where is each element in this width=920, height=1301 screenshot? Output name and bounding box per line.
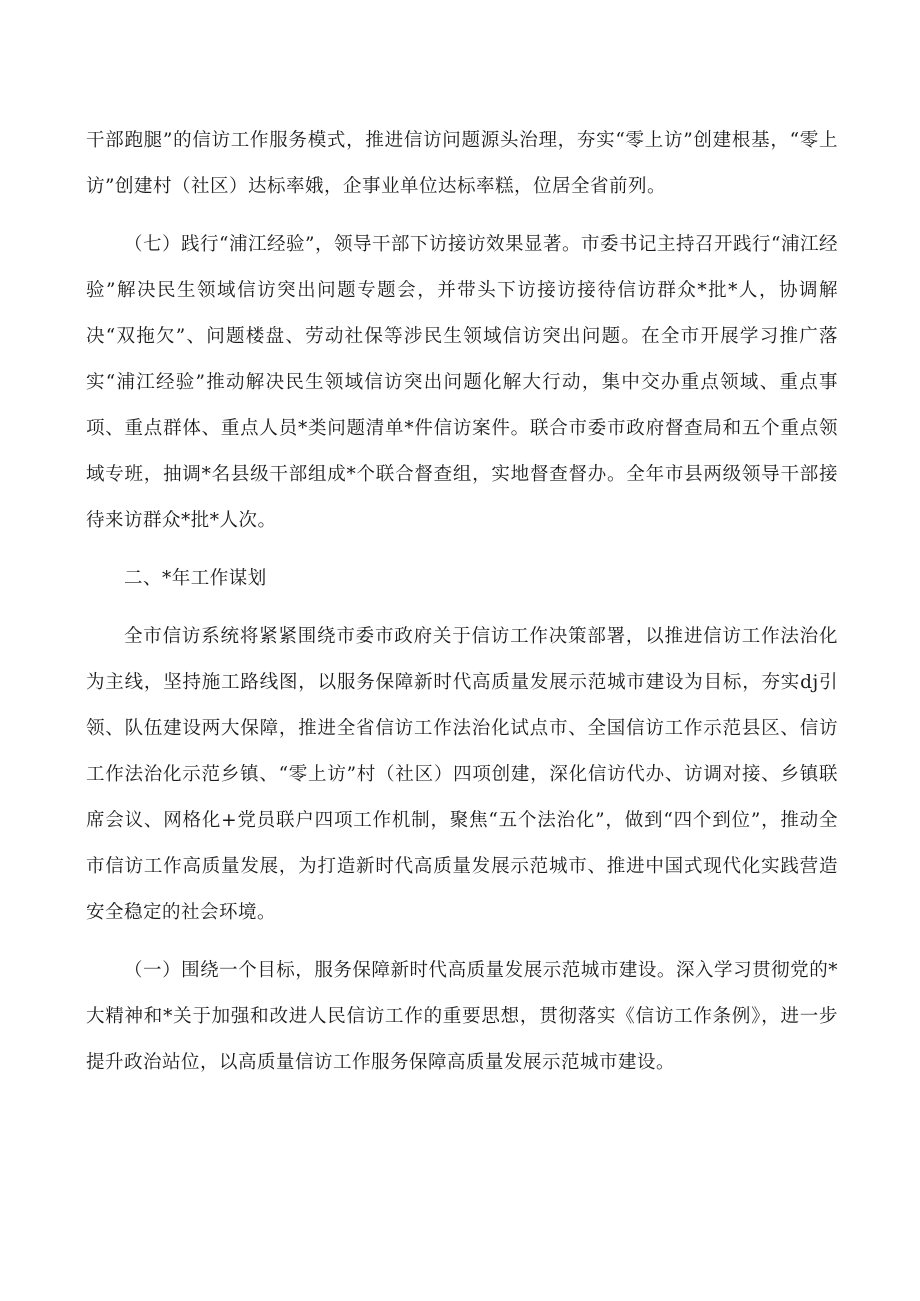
section-heading-2: 二、*年工作谋划	[124, 568, 267, 589]
paragraph-section-7: （七）践行“浦江经验”，领导干部下访接访效果显著。市委书记主持召开践行“浦江经验”解决民生领域信访突出问题专题会，并带头下访接访接待信访群众*批*人，协调解决“双拖欠”、问题楼盘、劳动社保等涉民生领域信访突出问题。在全市开展学习推广落实“浦江经验”推动解决民生领域信访突出问题化解大行动，集中交办重点领域、重点事项、重点群体、重点人员*类问题清单*件信访案件。联合市委市政府督查局和五个重点领域专班，抽调*名县级干部组成*个联合督查组，实地督查督办。全年市县两级领导干部接待来访群众*批*人次。	[86, 234, 838, 531]
document-page	[86, 118, 838, 1086]
paragraph-work-plan-intro: 全市信访系统将紧紧围绕市委市政府关于信访工作决策部署，以推进信访工作法治化为主线，坚持施工路线图，以服务保障新时代高质量发展示范城市建设为目标，夯实dj引领、队伍建设两大保障，推进全省信访工作法治化试点市、全国信访工作示范县区、信访工作法治化示范乡镇、“零上访”村（社区）四项创建，深化信访代办、访调对接、乡镇联席会议、网格化+党员联户四项工作机制，聚焦“五个法治化”，做到“四个到位”，推动全市信访工作高质量发展，为打造新时代高质量发展示范城市、推进中国式现代化实践营造安全稳定的社会环境。	[86, 626, 838, 923]
paragraph-subsection-1: （一）围绕一个目标，服务保障新时代高质量发展示范城市建设。深入学习贯彻党的*大精神和*关于加强和改进人民信访工作的重要思想，贯彻落实《信访工作条例》，进一步提升政治站位，以高质量信访工作服务保障高质量发展示范城市建设。	[86, 960, 838, 1073]
paragraph-continuation: 干部跑腿”的信访工作服务模式，推进信访问题源头治理，夯实“零上访”创建根基，“零上访”创建村（社区）达标率娥，企事业单位达标率糕，位居全省前列。	[86, 130, 838, 197]
